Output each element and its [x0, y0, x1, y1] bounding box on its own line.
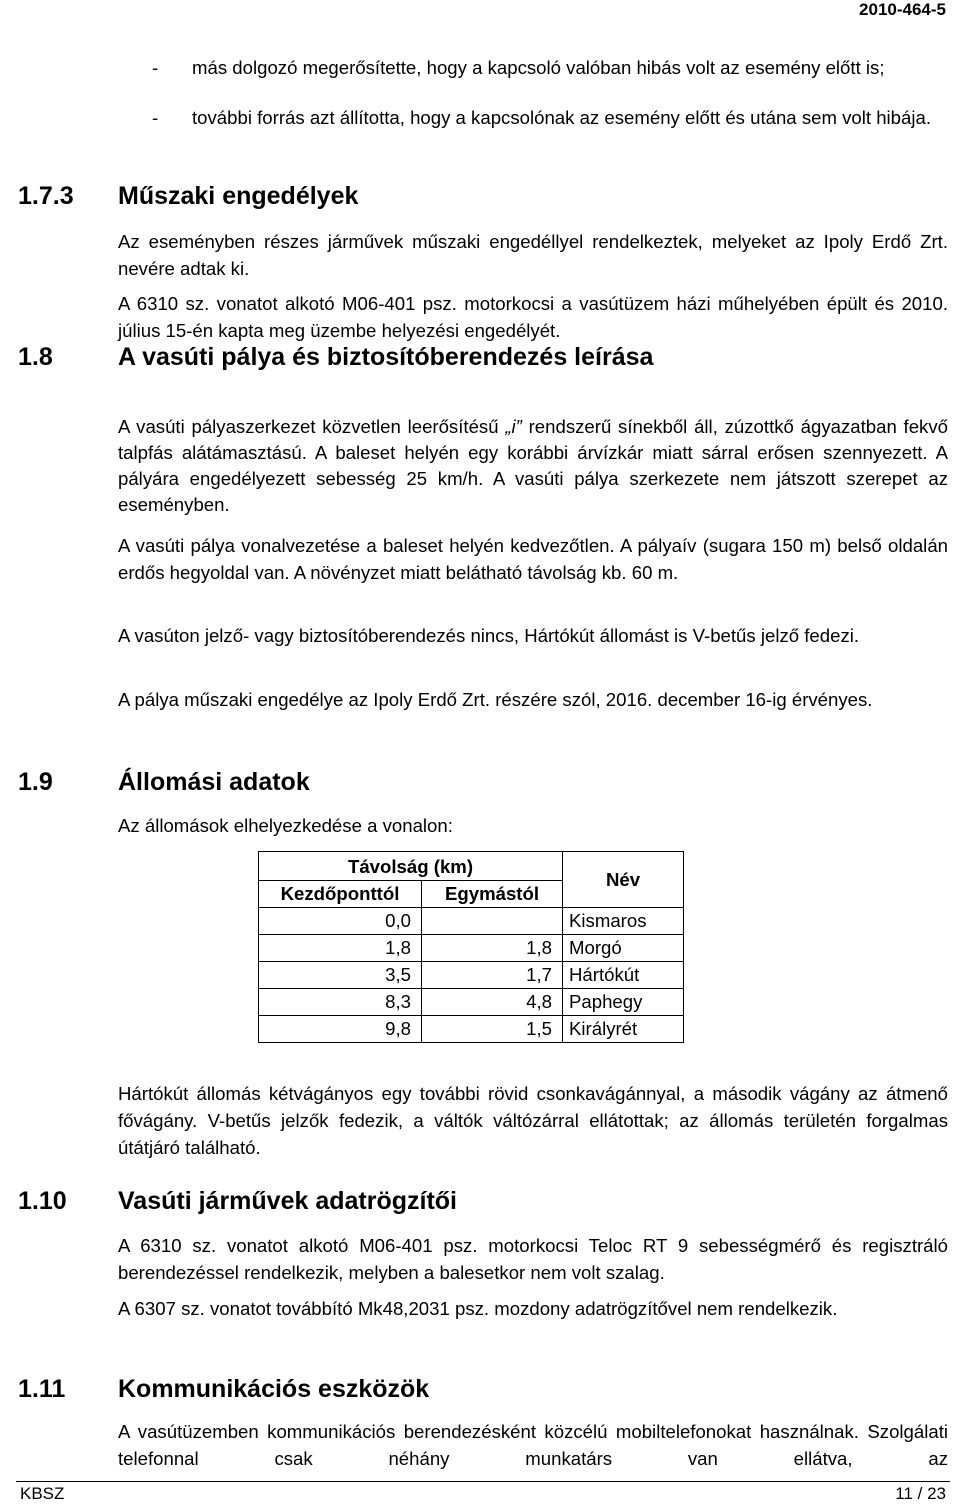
bullet-item — [152, 55, 948, 81]
paragraph: A vasútüzemben kommunikációs berendezésként közcélú mobiltelefonokat használnak. Szolgálati telefonnal csak néhány munkatárs van ellátva, az — [118, 1421, 948, 1469]
table-cell: Paphegy — [563, 989, 684, 1016]
table-cell — [422, 908, 563, 935]
table-cell: 1,7 — [422, 962, 563, 989]
name-header: Név — [563, 852, 684, 908]
table-row — [259, 1016, 684, 1043]
section-heading-1-9 — [18, 767, 310, 797]
table-row — [259, 908, 684, 935]
paragraph: A vasúton jelző- vagy biztosítóberendezés nincs, Hártókút állomást is V-betűs jelző fedezi. — [118, 625, 860, 646]
paragraph — [118, 414, 948, 518]
table-cell: 9,8 — [259, 1016, 422, 1043]
section-title: A vasúti pálya és biztosítóberendezés leírása — [118, 343, 654, 371]
section-title: Kommunikációs eszközök — [118, 1375, 430, 1403]
paragraph: A 6310 sz. vonatot alkotó M06-401 psz. motorkocsi a vasútüzem házi műhelyében épült és 2010. július 15-én kapta meg üzembe helyezési engedélyét. — [118, 293, 948, 341]
table-header-row — [259, 852, 684, 881]
section-number: 1.8 — [18, 343, 53, 371]
section-heading-1-11 — [18, 1374, 429, 1404]
paragraph-text: A vasúti pályaszerkezet közvetlen leerősítésű — [118, 416, 506, 437]
bullet-dash: - — [152, 107, 159, 128]
section-number: 1.11 — [18, 1375, 66, 1403]
paragraph-text: rendszerű sínekből áll, zúzottkő ágyazatban fekvő talpfás alátámasztású. A baleset helyén egy korábbi árvízkár miatt sárral erősen szennyezett. A pályára engedélyezett sebesség 25 km/h. A vasúti pálya szerkezete nem játszott szerepet az eseményben. — [118, 416, 948, 515]
paragraph: Az állomások elhelyezkedése a vonalon: — [118, 815, 453, 836]
section-number: 1.9 — [18, 768, 53, 796]
section-heading-1-10 — [18, 1186, 457, 1216]
distance-header: Távolság (km) — [259, 852, 563, 881]
paragraph: A pálya műszaki engedélye az Ipoly Erdő Zrt. részére szól, 2016. december 16-ig érvényes. — [118, 689, 873, 710]
table-row — [259, 935, 684, 962]
from-start-header: Kezdőponttól — [259, 881, 422, 908]
quoted-term: „i” — [505, 416, 522, 437]
bullet-item — [152, 105, 948, 131]
table-cell: 4,8 — [422, 989, 563, 1016]
section-title: Állomási adatok — [118, 768, 310, 796]
paragraph: A vasúti pálya vonalvezetése a baleset helyén kedvezőtlen. A pályaív (sugara 150 m) belső oldalán erdős hegyoldal van. A növényzet miatt belátható távolság kb. 60 m. — [118, 535, 948, 583]
table-row — [259, 989, 684, 1016]
table-cell: Kismaros — [563, 908, 684, 935]
table-cell: 3,5 — [259, 962, 422, 989]
section-number: 1.7.3 — [18, 182, 74, 210]
bullet-dash: - — [152, 57, 159, 78]
paragraph: A 6307 sz. vonatot továbbító Mk48,2031 psz. mozdony adatrögzítővel nem rendelkezik. — [118, 1298, 838, 1319]
table-cell: 1,8 — [259, 935, 422, 962]
paragraph: A 6310 sz. vonatot alkotó M06-401 psz. motorkocsi Teloc RT 9 sebességmérő és regisztráló berendezéssel rendelkezik, melyben a balesetkor nem volt szalag. — [118, 1235, 948, 1283]
table-cell: 1,8 — [422, 935, 563, 962]
bullet-text: további forrás azt állította, hogy a kapcsolónak az esemény előtt és utána sem volt hibája. — [192, 107, 932, 128]
section-title: Vasúti járművek adatrögzítői — [118, 1187, 457, 1215]
table-cell: Királyrét — [563, 1016, 684, 1043]
bullet-text: más dolgozó megerősítette, hogy a kapcsoló valóban hibás volt az esemény előtt is; — [192, 57, 885, 78]
section-heading-1-7-3 — [18, 181, 358, 211]
section-heading-1-8 — [18, 342, 653, 372]
paragraph: Az eseményben részes járművek műszaki engedéllyel rendelkeztek, melyeket az Ipoly Erdő Zrt. nevére adtak ki. — [118, 231, 948, 279]
table-cell: 8,3 — [259, 989, 422, 1016]
document-id: 2010-464-5 — [859, 0, 946, 19]
footer-organization: KBSZ — [20, 1484, 65, 1503]
between-header: Egymástól — [422, 881, 563, 908]
table-cell: 0,0 — [259, 908, 422, 935]
table-cell: 1,5 — [422, 1016, 563, 1043]
paragraph: Hártókút állomás kétvágányos egy további rövid csonkavágánnyal, a második vágány az átmenő fővágány. V-betűs jelzők fedezik, a váltók váltózárral ellátottak; az állomás területén forgalmas útátjáró található. — [118, 1083, 948, 1158]
page-number: 11 / 23 — [895, 1484, 946, 1503]
table-cell: Hártókút — [563, 962, 684, 989]
footer-divider — [16, 1481, 950, 1482]
stations-table — [258, 851, 684, 1043]
table-cell: Morgó — [563, 935, 684, 962]
section-title: Műszaki engedélyek — [118, 182, 359, 210]
table-row — [259, 962, 684, 989]
section-number: 1.10 — [18, 1187, 67, 1215]
